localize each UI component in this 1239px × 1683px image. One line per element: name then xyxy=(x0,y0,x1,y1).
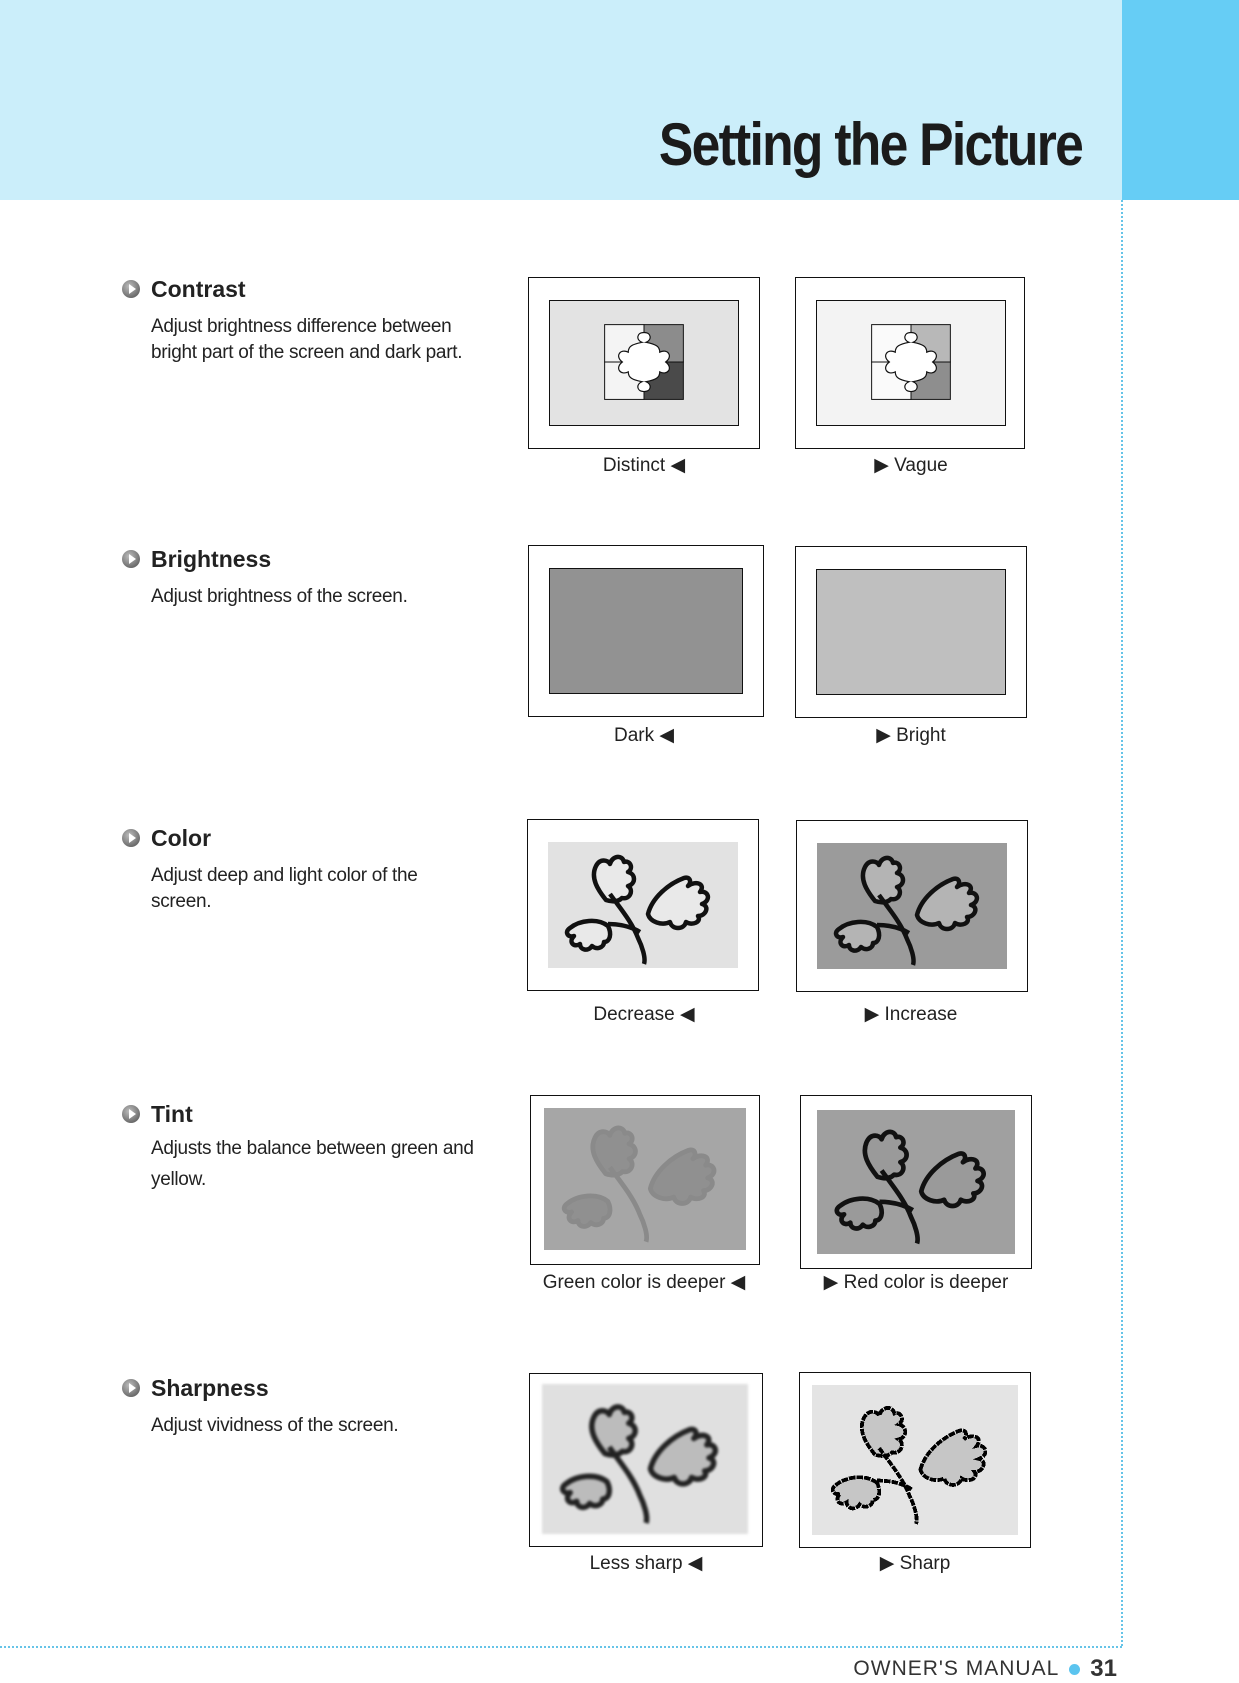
color-right-caption: ▶ Increase xyxy=(864,1004,958,1025)
puzzle-icon xyxy=(817,301,1005,425)
color-left-caption: Decrease ◀ xyxy=(593,1004,695,1025)
footer-label: OWNER'S MANUAL xyxy=(853,1657,1060,1680)
section-description: Adjusts the balance between green and yellow. xyxy=(151,1138,474,1190)
play-circle-icon xyxy=(122,550,140,568)
page-title: Setting the Picture xyxy=(658,111,1082,178)
page-number: 31 xyxy=(1090,1655,1117,1682)
play-circle-icon xyxy=(122,829,140,847)
contrast-section xyxy=(0,276,1120,536)
leaf-icon xyxy=(817,1110,1015,1254)
tint-red-illustration xyxy=(800,1095,1032,1269)
tint-section xyxy=(0,1101,1120,1361)
leaf-icon xyxy=(812,1385,1018,1535)
tint-left-caption: Green color is deeper ◀ xyxy=(542,1272,746,1293)
dot-icon xyxy=(1069,1664,1080,1675)
brightness-left-caption: Dark ◀ xyxy=(613,725,674,746)
play-circle-icon xyxy=(122,280,140,298)
sharpness-right-caption: ▶ Sharp xyxy=(879,1553,951,1574)
puzzle-icon xyxy=(550,301,738,425)
leaf-icon xyxy=(548,842,738,968)
color-increase-illustration xyxy=(796,820,1028,992)
header-tab xyxy=(1122,0,1239,200)
sharpness-section xyxy=(0,1375,1120,1635)
leaf-icon xyxy=(817,843,1007,969)
section-description: Adjust brightness difference between bright part of the screen and dark part. xyxy=(151,316,463,363)
section-title: Color xyxy=(151,825,212,851)
color-decrease-illustration xyxy=(527,819,759,991)
footer xyxy=(853,1655,1117,1683)
brightness-right-caption: ▶ Bright xyxy=(876,725,946,746)
contrast-left-caption: Distinct ◀ xyxy=(602,455,686,476)
section-title: Sharpness xyxy=(151,1375,269,1401)
section-description: Adjust brightness of the screen. xyxy=(151,586,408,607)
contrast-vague-illustration xyxy=(795,277,1025,449)
margin-rule-horizontal xyxy=(0,1646,1122,1648)
sharpness-less-illustration xyxy=(529,1373,763,1547)
play-circle-icon xyxy=(122,1379,140,1397)
section-description: Adjust vividness of the screen. xyxy=(151,1415,399,1436)
play-circle-icon xyxy=(122,1105,140,1123)
brightness-dark-illustration xyxy=(528,545,764,717)
sharpness-left-caption: Less sharp ◀ xyxy=(589,1553,703,1574)
contrast-distinct-illustration xyxy=(528,277,760,449)
leaf-icon xyxy=(544,1108,746,1250)
tint-green-illustration xyxy=(530,1095,760,1265)
tint-right-caption: ▶ Red color is deeper xyxy=(823,1272,1009,1293)
section-title: Brightness xyxy=(151,546,272,572)
section-title: Contrast xyxy=(151,276,246,302)
section-description: Adjust deep and light color of the screen. xyxy=(151,865,418,912)
color-section xyxy=(0,825,1120,1085)
leaf-icon xyxy=(542,1384,748,1534)
margin-rule-vertical xyxy=(1121,200,1123,1646)
brightness-section xyxy=(0,546,1120,806)
brightness-bright-illustration xyxy=(795,546,1027,718)
contrast-right-caption: ▶ Vague xyxy=(874,455,948,476)
sharpness-sharp-illustration xyxy=(799,1372,1031,1548)
section-title: Tint xyxy=(151,1101,193,1127)
